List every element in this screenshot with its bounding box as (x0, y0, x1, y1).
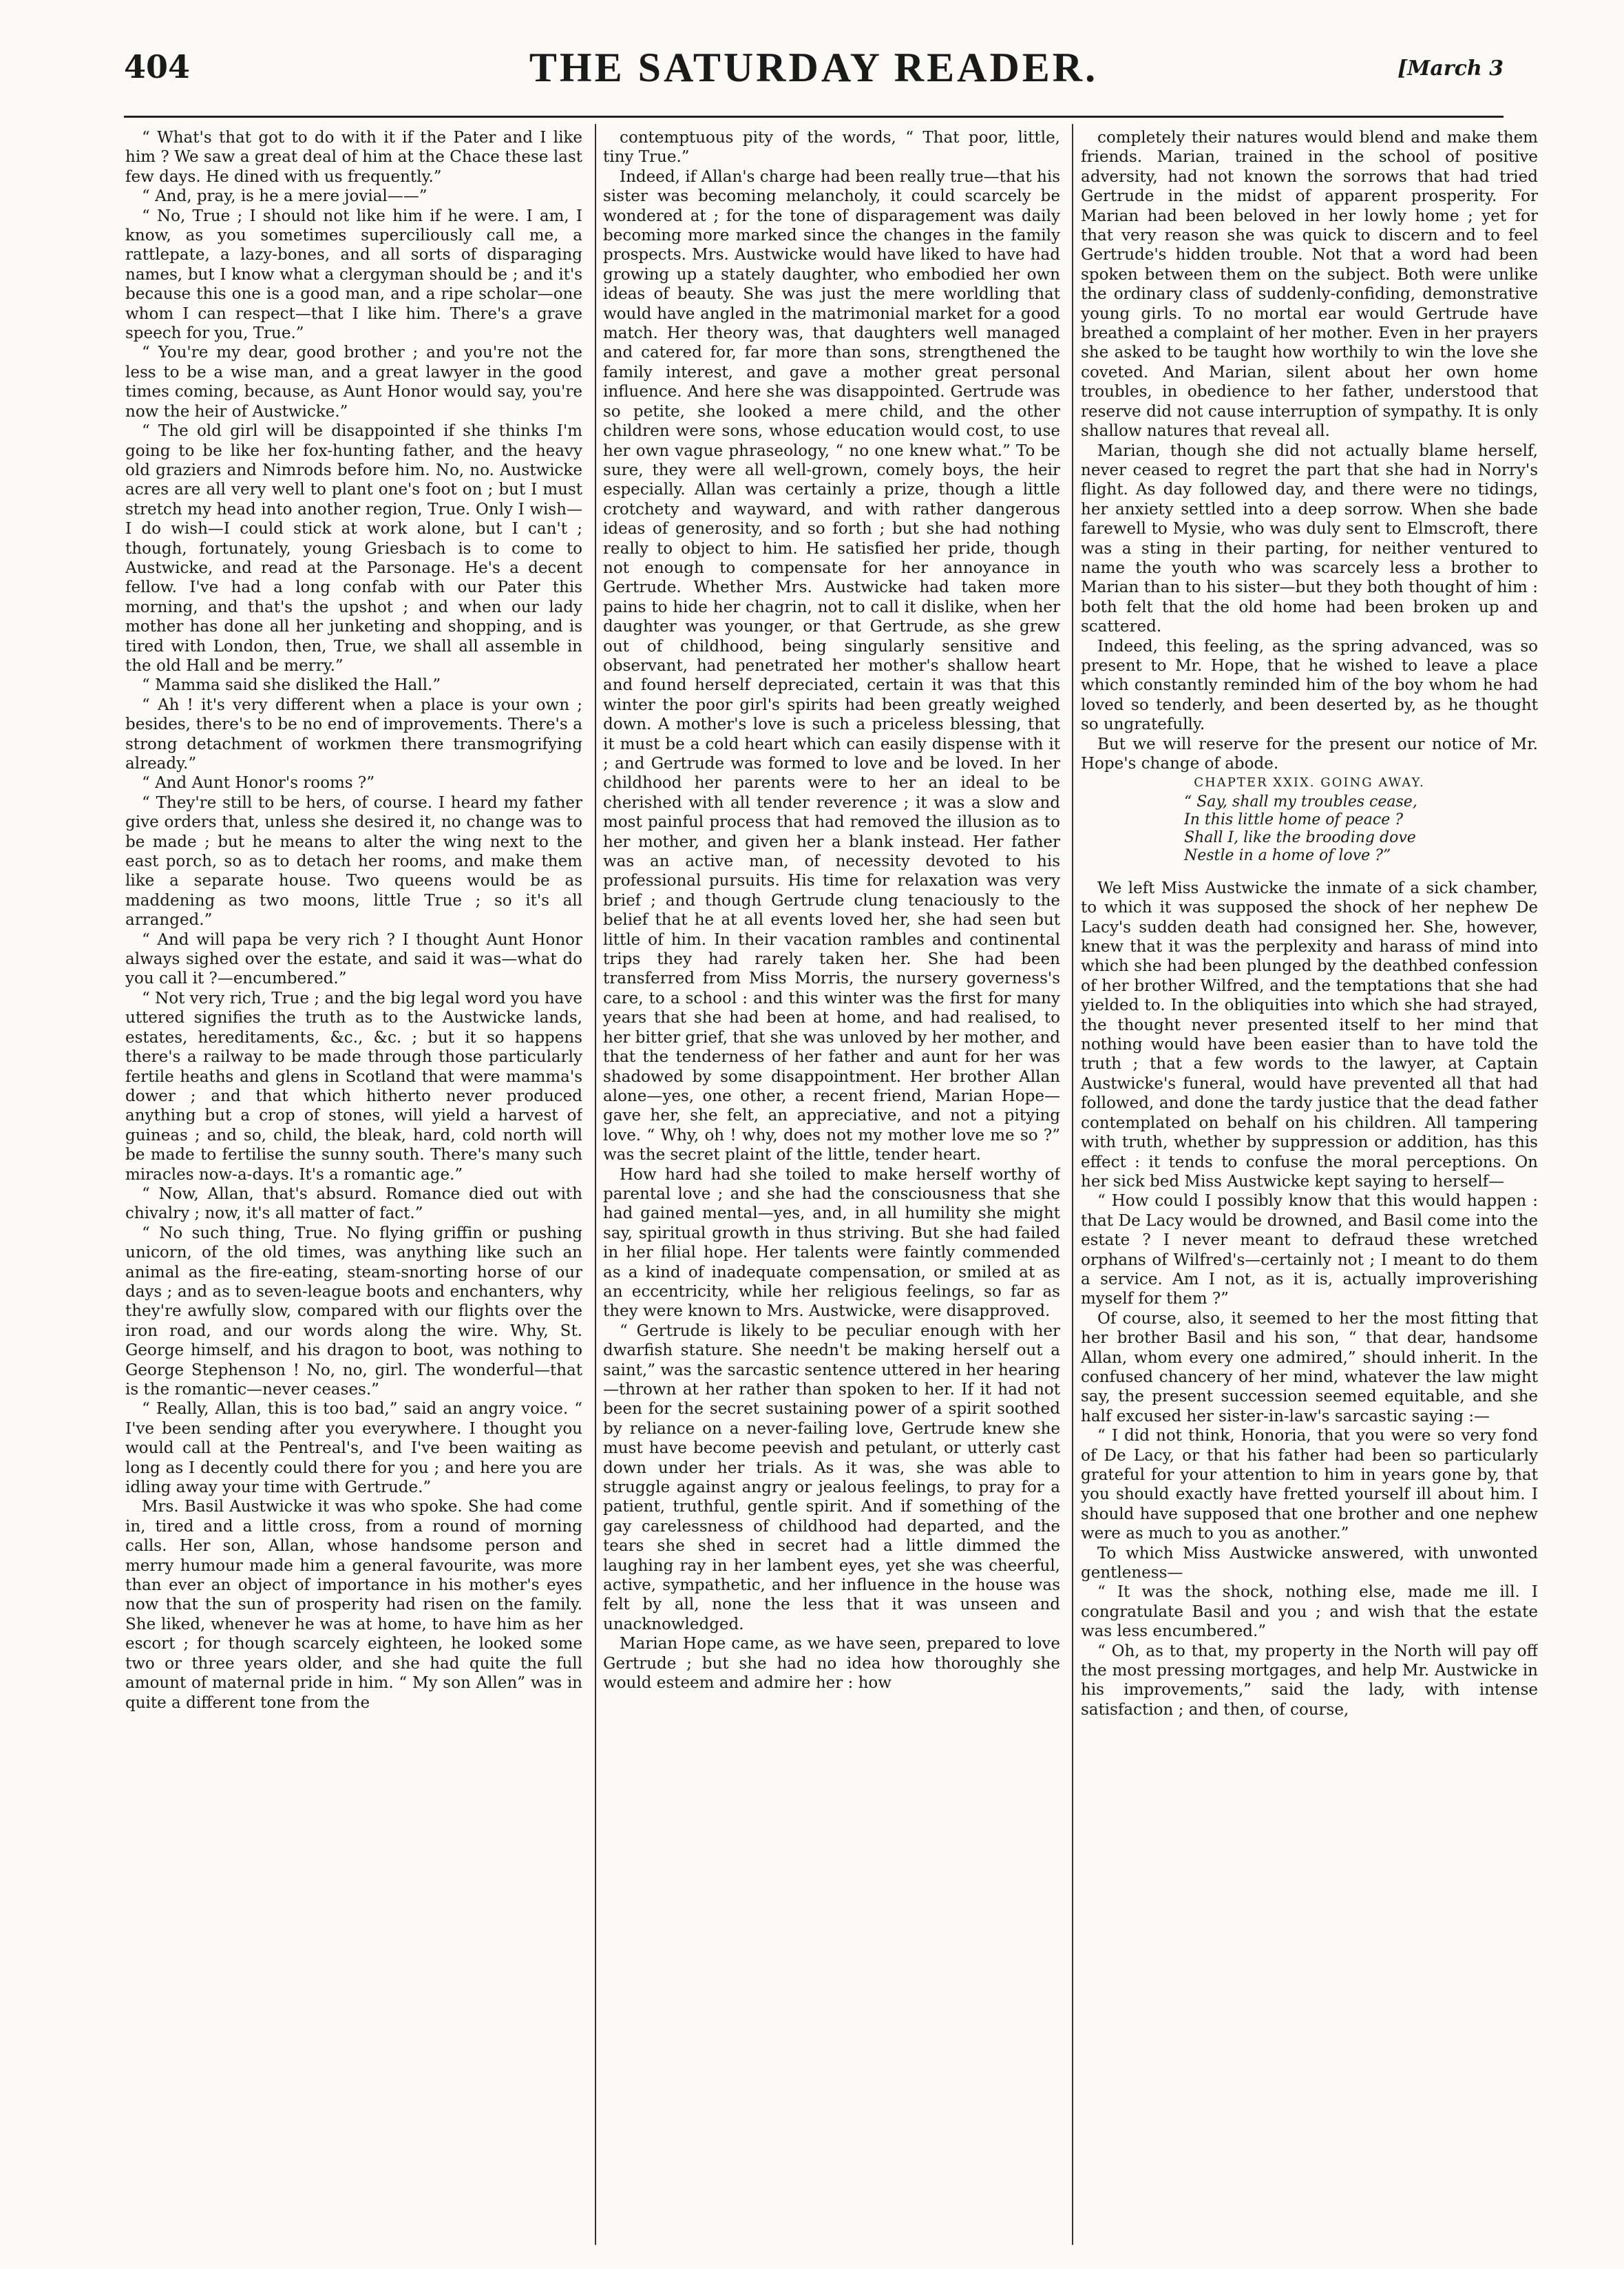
verse-line: Shall I, like the brooding dove (1184, 828, 1416, 846)
column-2 (603, 128, 1060, 2235)
paragraph: Indeed, if Allan's charge had been really true—that his sister was becoming melancholy, it could scarcely be wondered at ; for the tone of disparagement was daily becoming more marked since the changes in the family prospects. Mrs. Austwicke would have liked to have had growing up a stately daughter, who embodied her own ideas of beauty. She was just the mere worldling that would have angled in the matrimonial market for a good match. Her theory was, that daughters well managed and catered for, far more than sons, strengthened the family interest, and gave a mother great personal influence. And here she was disappointed. Gertrude was so petite, she looked a mere child, and the other children were sons, whose education would cost, to use her own vague phraseology, “ no one knew what.” To be sure, they were all well-grown, comely boys, the heir especially. Allan was certainly a prize, though a little crotchety and wayward, and with rather dangerous ideas of generosity, and so forth ; but she had nothing really to object to him. He satisfied her pride, though not enough to compensate for her annoyance in Gertrude. Whether Mrs. Austwicke had taken more pains to hide her chagrin, not to call it dislike, when her daughter was younger, or that Gertrude, as she grew out of childhood, being singularly sensitive and observant, had penetrated her mother's shallow heart and found herself depreciated, certain it was that this winter the poor girl's spirits had been greatly weighed down. A mother's love is such a priceless blessing, that it must be a cold heart which can easily dispense with it ; and Gertrude was formed to love and be loved. In her childhood her parents were to her an ideal to be cherished with all tender reverence ; it was a slow and most painful process that had removed the illusion as to her mother, and given her a blank instead. Her father was an active man, of necessity devoted to his professional pursuits. His time for relaxation was very brief ; and though Gertrude clung tenaciously to the belief that he at all events loved her, she had seen but little of him. In their vacation rambles and continental trips they had rarely taken her. She had been transferred from Miss Morris, the nursery governess's care, to a school : and this winter was the first for many years that she had been at home, and had realised, to her bitter grief, that she was unloved by her mother, and that the tenderness of her father and aunt for her was shadowed by some disappointment. Her brother Allan alone—yes, one other, a recent friend, Marian Hope—gave her, she felt, an appreciative, and not a pitying love. “ Why, oh ! why, does not my mother love me so ?” was the secret plaint of the little, tender heart. (603, 167, 1060, 1164)
paragraph: Mrs. Basil Austwicke it was who spoke. She had come in, tired and a little cross, from a round of morning calls. Her son, Allan, whose handsome person and merry humour made him a general favourite, was more than ever an object of importance in his mother's eyes now that the sun of prosperity had risen on the family. She liked, whenever he was at home, to have him as her escort ; for though scarcely eighteen, he looked some two or three years older, and she had quite the full amount of maternal pride in him. “ My son Allen” was in quite a different tone from the (125, 1498, 582, 1712)
paragraph: “ The old girl will be disappointed if she thinks I'm going to be like her fox-hunting father, and the heavy old graziers and Nimrods before him. No, no. Austwicke acres are all very well to plant one's foot on ; but I must stretch my head into another region, True. Only I wish—I do wish—I could stick at work alone, but I can't ; though, fortunately, young Griesbach is to come to Austwicke, and read at the Parsonage. He's a decent fellow. I've had a long confab with our Pater this morning, and that's the upshot ; and when our lady mother has done all her junketing and shopping, and is tired with London, then, True, we shall all assemble in the old Hall and be merry.” (125, 422, 582, 675)
paragraph: “ Oh, as to that, my property in the North will pay off the most pressing mortgages, and help Mr. Austwicke in his improvements,” said the lady, with intense satisfaction ; and then, of course, (1081, 1642, 1538, 1719)
paragraph: Of course, also, it seemed to her the most fitting that her brother Basil and his son, “ that dear, handsome Allan, whom every one admired,” should inherit. In the confused chancery of her mind, whatever the law might say, the present succession seemed equitable, and she half excused her sister-in-law's sarcastic saying :— (1081, 1309, 1538, 1425)
paragraph: We left Miss Austwicke the inmate of a sick chamber, to which it was supposed the shock of her nephew De Lacy's sudden death had consigned her. She, however, knew that it was the perplexity and harass of mind into which she had been plunged by the deathbed confession of her brother Wilfred, and the temptations that she had yielded to. In the obliquities into which she had strayed, the thought never presented itself to her mind that nothing would have been easier than to have told the truth ; that a few words to the lawyer, at Captain Austwicke's funeral, would have prevented all that had followed, and done the tardy justice that the dead father contemplated on behalf on his children. All tampering with truth, whether by suppression or addition, has this effect : it tends to confuse the moral perceptions. On her sick bed Miss Austwicke kept saying to herself— (1081, 879, 1538, 1191)
paragraph: “ No, True ; I should not like him if he were. I am, I know, as you sometimes superciliously call me, a rattlepate, a lazy-bones, and all sorts of disparaging names, but I know what a clergyman should be ; and it's because this one is a good man, and a ripe scholar—one whom I can respect—that I like him. There's a grave speech for you, True.” (125, 207, 582, 343)
paragraph: “ They're still to be hers, of course. I heard my father give orders that, unless she desired it, no change was to be made ; but he means to alter the wing next to the east porch, so as to detach her rooms, and make them like a separate house. Two queens would be as maddening as two moons, little True ; so it's all arranged.” (125, 793, 582, 930)
paragraph: “ It was the shock, nothing else, made me ill. I congratulate Basil and you ; and wish that the estate was less encumbered.” (1081, 1583, 1538, 1641)
paragraph: “ I did not think, Honoria, that you were so very fond of De Lacy, or that his father had been so particularly grateful for your attention to him in years gone by, that you should exactly have fretted yourself ill about him. I should have supposed that one brother and one nephew were as much to you as another.” (1081, 1427, 1538, 1543)
paragraph: “ You're my dear, good brother ; and you're not the less to be a wise man, and a great lawyer in the good times coming, because, as Aunt Honor would say, you're now the heir of Austwicke.” (125, 344, 582, 421)
epigraph-verse (1081, 793, 1538, 865)
paragraph: But we will reserve for the present our notice of Mr. Hope's change of abode. (1081, 735, 1538, 773)
verse-line: “ Say, shall my troubles cease, (1184, 793, 1417, 811)
chapter-heading: CHAPTER XXIX. GOING AWAY. (1194, 775, 1425, 791)
paragraph: How hard had she toiled to make herself worthy of parental love ; and she had the consciousness that she had gained mental—yes, and, in all humility she might say, spiritual growth in thus striving. But she had failed in her filial hope. Her talents were faintly commended as a kind of inadequate compensation, or smiled at as an eccentricity, while her religious feelings, so far as they were known to Mrs. Austwicke, were disapproved. (603, 1165, 1060, 1321)
page-header (124, 39, 1504, 107)
paragraph: “ Now, Allan, that's absurd. Romance died out with chivalry ; now, it's all matter of fact.” (125, 1184, 582, 1223)
paragraph: “ Really, Allan, this is too bad,” said an angry voice. “ I've been sending after you everywhere. I thought you would call at the Pentreal's, and I've been waiting as long as I decently could there for you ; and here you are idling away your time with Gertrude.” (125, 1400, 582, 1497)
paragraph: completely their natures would blend and make them friends. Marian, trained in the school of positive adversity, had not known the sorrows that had tried Gertrude in the midst of apparent prosperity. For Marian had been beloved in her lowly home ; yet for that very reason she was quick to discern and to feel Gertrude's hidden trouble. Not that a word had been spoken between them on the subject. Both were unlike the ordinary class of suddenly-confiding, demonstrative young girls. To no mortal ear would Gertrude have breathed a complaint of her mother. Even in her prayers she asked to be taught how worthily to win the love she coveted. And Marian, silent about her own home troubles, in obedience to her father, understood that reserve did not cause interruption of sympathy. It is only shallow natures that reveal all. (1081, 129, 1538, 441)
paragraph: To which Miss Austwicke answered, with unwonted gentleness— (1081, 1544, 1538, 1582)
verse-line: Nestle in a home of love ?” (1184, 846, 1391, 864)
paragraph: “ And will papa be very rich ? I thought Aunt Honor always sighed over the estate, and said it was—what do you call it ?—encumbered.” (125, 930, 582, 988)
paragraph: “ What's that got to do with it if the Pater and I like him ? We saw a great deal of him at the Chace these last few days. He dined with us frequently.” (125, 129, 582, 186)
issue-date: [March 3 (1397, 56, 1504, 81)
paragraph: “ How could I possibly know that this would happen : that De Lacy would be drowned, and Basil come into the estate ? I never meant to defraud these wretched orphans of Wilfred's—certainly not ; I meant to do them a service. Am I not, as it is, actually improverishing myself for them ?” (1081, 1192, 1538, 1308)
paragraph: “ And, pray, is he a mere jovial——” (142, 187, 428, 206)
paragraph: “ No such thing, True. No flying griffin or pushing unicorn, of the old times, was anything like such an animal as the fire-eating, steam-snorting horse of our days ; and as to seven-league boots and enchanters, why they're awfully slow, compared with our flights over the iron road, and our words along the wire. Why, St. George himself, and his dragon to boot, was nothing to George Stephenson ! No, no, girl. The wonderful—that is the romantic—never ceases.” (125, 1224, 582, 1399)
paragraph: Marian Hope came, as we have seen, prepared to love Gertrude ; but she had no idea how thoroughly she would esteem and admire her : how (603, 1635, 1060, 1693)
column-1 (125, 128, 582, 2235)
paragraph: contemptuous pity of the words, “ That poor, little, tiny True.” (603, 129, 1060, 167)
masthead-title: THE SATURDAY READER. (529, 45, 1099, 90)
header-rule (124, 116, 1504, 118)
paragraph: “ Mamma said she disliked the Hall.” (142, 676, 441, 695)
column-divider (1072, 124, 1073, 2245)
paragraph: “ Gertrude is likely to be peculiar enough with her dwarfish stature. She needn't be making herself out a saint,” was the sarcastic sentence uttered in her hearing—thrown at her rather than spoken to her. If it had not been for the secret sustaining power of a spirit soothed by reliance on a never-failing love, Gertrude knew she must have become peevish and petulant, or utterly cast down under her trials. As it was, she was able to struggle against angry or jealous feelings, to pray for a patient, truthful, gentle spirit. And if something of the gay carelessness of childhood had departed, and the tears she shed in secret had a little dimmed the laughing ray in her lambent eyes, yet she was cheerful, active, sympathetic, and her influence in the house was felt by all, none the less that it was unseen and unacknowledged. (603, 1321, 1060, 1633)
paragraph: Marian, though she did not actually blame herself, never ceased to regret the part that she had in Norry's flight. As day followed day, and there were no tidings, her anxiety settled into a deep sorrow. When she bade farewell to Mysie, who was duly sent to Elmscroft, there was a sting in their parting, for neither ventured to name the youth who was scarcely less a brother to Marian than to his sister—but they both thought of him : both felt that the old home had been broken up and scattered. (1081, 441, 1538, 636)
paragraph: Indeed, this feeling, as the spring advanced, was so present to Mr. Hope, that he wished to leave a place which constantly reminded him of the boy whom he had loved so tenderly, and been deserted by, as he thought so ungratefully. (1081, 637, 1538, 734)
verse-line: In this little home of peace ? (1184, 811, 1404, 828)
paragraph: “ Not very rich, True ; and the big legal word you have uttered signifies the truth as to the Austwicke lands, estates, hereditaments, &c., &c. ; but it so happens there's a railway to be made through those particularly fertile heaths and glens in Scotland that were mamma's dower ; and that which hitherto never produced anything but a crop of stones, will yield a harvest of guineas ; and so, child, the bleak, hard, cold north will be made to fertilise the sunny south. There's many such miracles now-a-days. It's a romantic age.” (125, 989, 582, 1184)
column-3 (1081, 128, 1538, 2235)
paragraph: “ And Aunt Honor's rooms ?” (142, 774, 375, 793)
column-divider (595, 124, 596, 2245)
paragraph: “ Ah ! it's very different when a place is your own ; besides, there's to be no end of improvements. There's a strong detachment of workmen there transmogrifying already.” (125, 696, 582, 773)
page-number: 404 (124, 48, 191, 85)
